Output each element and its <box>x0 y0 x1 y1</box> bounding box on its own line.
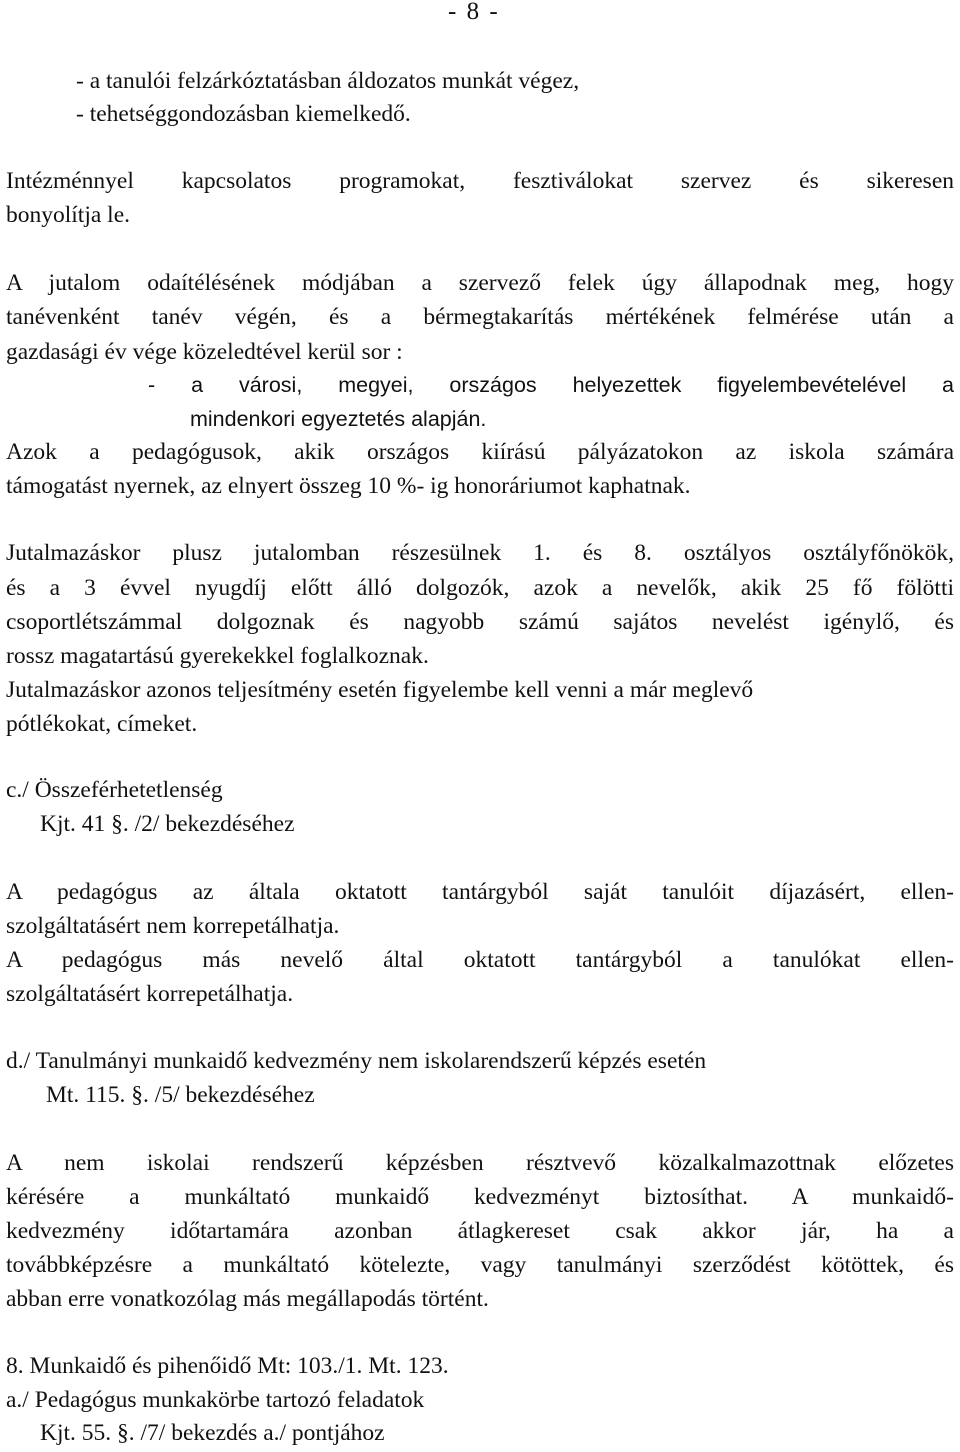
paragraph-line: Intézménnyel kapcsolatos programokat, fesztiválokat szervez és sikeresen <box>6 168 954 194</box>
paragraph-line: továbbképzésre a munkáltató kötelezte, vagy tanulmányi szerződést kötöttek, és <box>6 1252 954 1278</box>
bullet-item: - a városi, megyei, országos helyezettek figyelembevételével a <box>148 373 954 397</box>
paragraph-line: A pedagógus más nevelő által oktatott tantárgyból a tanulókat ellen- <box>6 947 954 973</box>
paragraph-line: rossz magatartású gyerekekkel foglalkoznak. <box>6 643 429 669</box>
paragraph-line: A jutalom odaítélésének módjában a szervező felek úgy állapodnak meg, hogy <box>6 270 954 296</box>
paragraph-line: Azok a pedagógusok, akik országos kiírású pályázatokon az iskola számára <box>6 439 954 465</box>
paragraph-line: A nem iskolai rendszerű képzésben résztvevő közalkalmazottnak előzetes <box>6 1150 954 1176</box>
paragraph-line: és a 3 évvel nyugdíj előtt álló dolgozók, azok a nevelők, akik 25 fő fölötti <box>6 575 954 601</box>
paragraph-line: abban erre vonatkozólag más megállapodás történt. <box>6 1286 489 1312</box>
section-heading: d./ Tanulmányi munkaidő kedvezmény nem iskolarendszerű képzés esetén <box>6 1048 707 1074</box>
paragraph-line: Jutalmazáskor plusz jutalomban részesülnek 1. és 8. osztályos osztályfőnökök, <box>6 540 954 566</box>
page-number: - 8 - <box>448 0 500 25</box>
paragraph-line: pótlékokat, címeket. <box>6 711 198 737</box>
paragraph-line: csoportlétszámmal dolgoznak és nagyobb számú sajátos nevelést igénylő, és <box>6 609 954 635</box>
bullet-item: - a tanulói felzárkóztatásban áldozatos munkát végez, <box>76 68 580 94</box>
paragraph-line: szolgáltatásért korrepetálhatja. <box>6 981 294 1007</box>
paragraph-line: támogatást nyernek, az elnyert összeg 10 %- ig honoráriumot kaphatnak. <box>6 473 691 499</box>
bullet-item: - tehetséggondozásban kiemelkedő. <box>76 101 411 127</box>
section-reference: Mt. 115. §. /5/ bekezdéséhez <box>46 1082 315 1108</box>
paragraph-line: Jutalmazáskor azonos teljesítmény esetén figyelembe kell venni a már meglevő <box>6 677 754 703</box>
section-reference: Kjt. 55. §. /7/ bekezdés a./ pontjához <box>40 1420 385 1446</box>
paragraph-line: szolgáltatásért nem korrepetálhatja. <box>6 913 340 939</box>
paragraph-line: kérésére a munkáltató munkaidő kedvezményt biztosíthat. A munkaidő- <box>6 1184 954 1210</box>
paragraph-line: tanévenként tanév végén, és a bérmegtakarítás mértékének felmérése után a <box>6 304 954 330</box>
bullet-item: mindenkori egyeztetés alapján. <box>190 407 487 431</box>
section-heading: c./ Összeférhetetlenség <box>6 777 223 803</box>
paragraph-line: gazdasági év vége közeledtével kerül sor : <box>6 339 403 365</box>
paragraph-line: kedvezmény időtartamára azonban átlagkereset csak akkor jár, ha a <box>6 1218 954 1244</box>
paragraph-line: A pedagógus az általa oktatott tantárgyból saját tanulóit díjazásért, ellen- <box>6 879 954 905</box>
paragraph-line: bonyolítja le. <box>6 202 131 228</box>
section-subheading: a./ Pedagógus munkakörbe tartozó feladatok <box>6 1387 425 1413</box>
section-heading: 8. Munkaidő és pihenőidő Mt: 103./1. Mt. 123. <box>6 1353 449 1379</box>
section-reference: Kjt. 41 §. /2/ bekezdéséhez <box>40 811 295 837</box>
